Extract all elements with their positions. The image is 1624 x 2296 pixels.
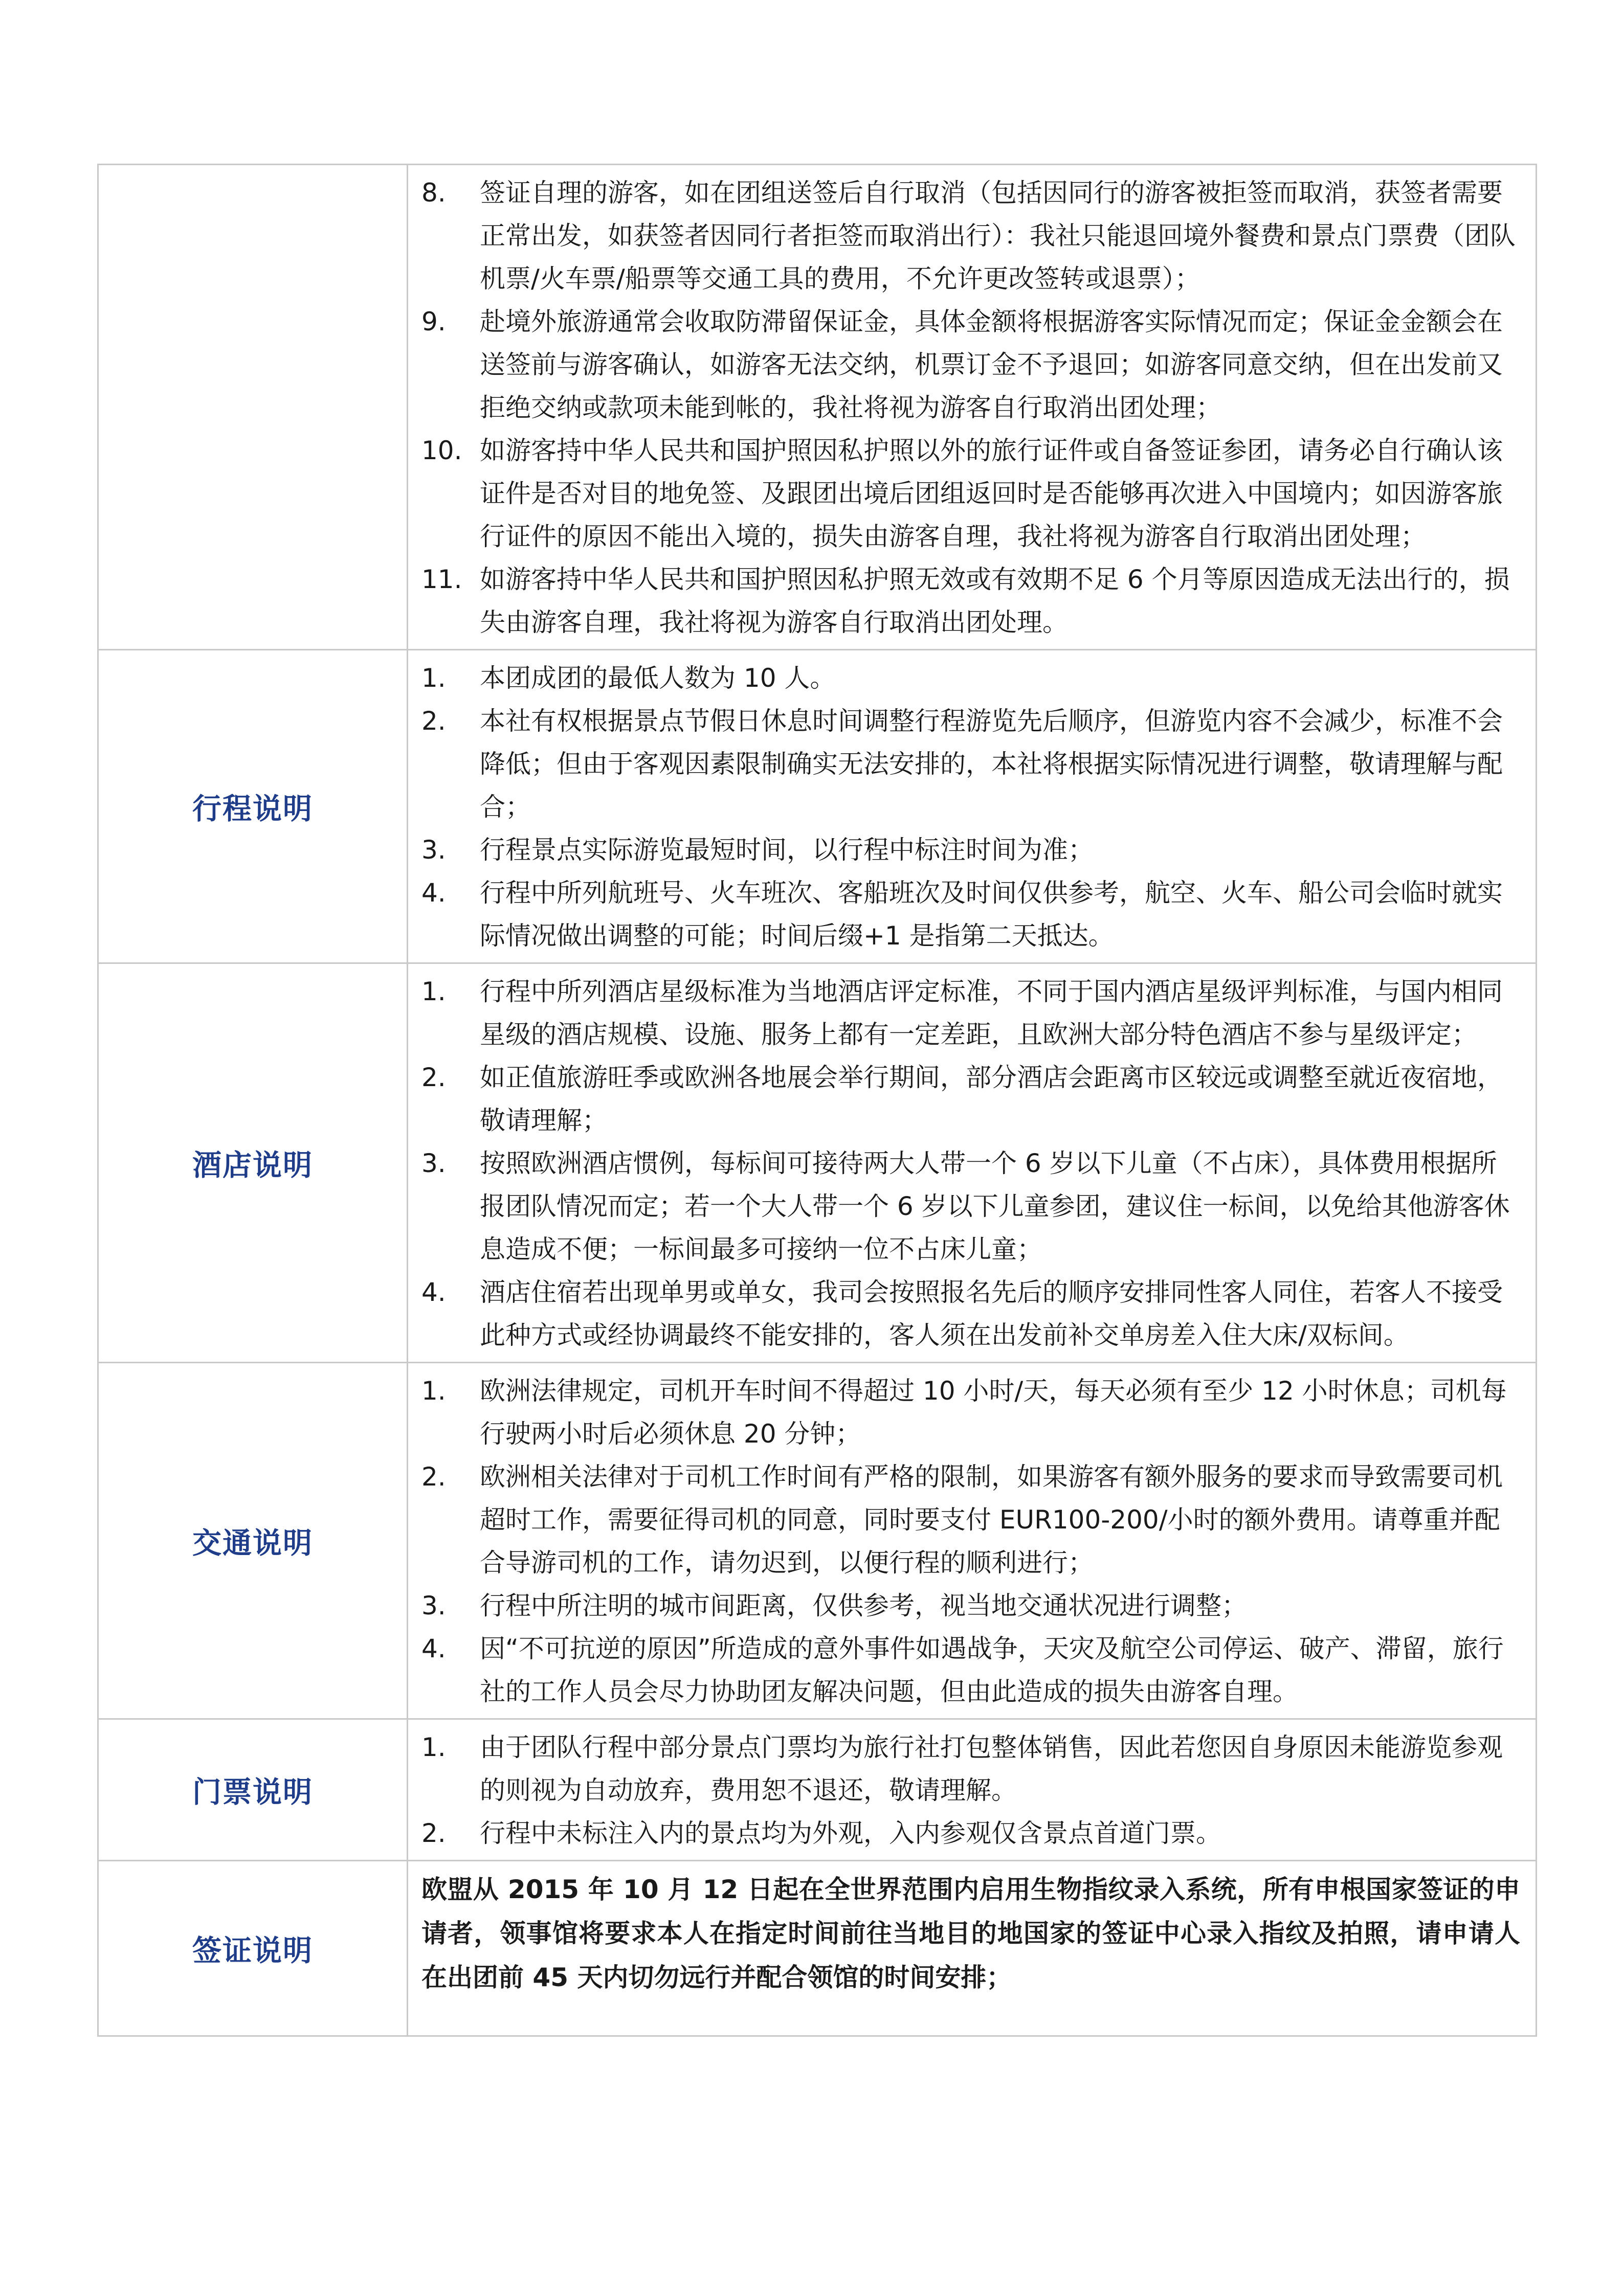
list-item	[421, 657, 1520, 700]
item-number: 3.	[421, 1149, 446, 1178]
list-item	[421, 1627, 1520, 1713]
section-row	[98, 165, 1537, 650]
list-item	[421, 429, 1520, 558]
item-number: 3.	[421, 835, 446, 865]
item-number: 8.	[421, 178, 446, 208]
item-list	[421, 657, 1520, 957]
item-number: 9.	[421, 307, 446, 336]
section-label-cell	[98, 1861, 408, 2036]
list-item	[421, 828, 1520, 871]
list-item	[421, 1584, 1520, 1627]
notes-table	[97, 164, 1537, 2037]
section-content	[408, 165, 1537, 650]
item-number: 1.	[421, 977, 446, 1006]
item-list	[421, 171, 1520, 644]
section-label-cell	[98, 165, 408, 650]
item-text: 如游客持中华人民共和国护照因私护照以外的旅行证件或自备签证参团，请务必自行确认该证件是否对目的地免签、及跟团出境后团组返回时是否能够再次进入中国境内；如因游客旅行证件的原因不能出入境的，损失由游客自理，我社将视为游客自行取消出团处理；	[480, 436, 1503, 551]
item-number: 2.	[421, 1063, 446, 1092]
list-item	[421, 171, 1520, 300]
item-number: 2.	[421, 1818, 446, 1848]
item-number: 2.	[421, 1462, 446, 1492]
item-text: 赴境外旅游通常会收取防滞留保证金，具体金额将根据游客实际情况而定；保证金金额会在送签前与游客确认，如游客无法交纳，机票订金不予退回；如游客同意交纳，但在出发前又拒绝交纳或款项未能到帐的，我社将视为游客自行取消出团处理；	[480, 307, 1503, 422]
section-label-cell	[98, 650, 408, 963]
item-text: 如正值旅游旺季或欧洲各地展会举行期间，部分酒店会距离市区较远或调整至就近夜宿地，敬请理解；	[480, 1063, 1503, 1135]
list-item	[421, 970, 1520, 1056]
section-row-transport	[98, 1363, 1537, 1719]
item-text: 按照欧洲酒店惯例，每标间可接待两大人带一个 6 岁以下儿童（不占床），具体费用根据所报团队情况而定；若一个大人带一个 6 岁以下儿童参团，建议住一标间，以免给其他游客休息造成不便；一标间最多可接纳一位不占床儿童；	[480, 1149, 1510, 1264]
list-item	[421, 1056, 1520, 1142]
item-text: 本团成团的最低人数为 10 人。	[480, 663, 836, 693]
section-label-itinerary: 行程说明	[192, 792, 313, 826]
section-label-cell	[98, 1363, 408, 1719]
list-item	[421, 1369, 1520, 1455]
item-number: 3.	[421, 1591, 446, 1620]
item-text: 酒店住宿若出现单男或单女，我司会按照报名先后的顺序安排同性客人同住，若客人不接受此种方式或经协调最终不能安排的，客人须在出发前补交单房差入住大床/双标间。	[480, 1277, 1503, 1350]
section-row-itinerary	[98, 650, 1537, 963]
section-content	[408, 1719, 1537, 1861]
section-content	[408, 963, 1537, 1363]
item-text: 本社有权根据景点节假日休息时间调整行程游览先后顺序，但游览内容不会减少，标准不会降低；但由于客观因素限制确实无法安排的，本社将根据实际情况进行调整，敬请理解与配合；	[480, 706, 1503, 822]
item-text: 行程中未标注入内的景点均为外观，入内参观仅含景点首道门票。	[480, 1818, 1221, 1848]
item-number: 11.	[421, 565, 462, 594]
item-number: 1.	[421, 663, 446, 693]
section-row-hotel	[98, 963, 1537, 1363]
section-label-hotel: 酒店说明	[192, 1149, 313, 1182]
list-item	[421, 1812, 1520, 1855]
item-list	[421, 1726, 1520, 1855]
section-label-cell	[98, 963, 408, 1363]
section-label-transport: 交通说明	[192, 1526, 313, 1560]
item-number: 4.	[421, 1634, 446, 1663]
section-content	[408, 1363, 1537, 1719]
list-item	[421, 700, 1520, 828]
visa-notice-text: 欧盟从 2015 年 10 月 12 日起在全世界范围内启用生物指纹录入系统，所有申根国家签证的申请者，领事馆将要求本人在指定时间前往当地目的地国家的签证中心录入指纹及拍照，请申请人在出团前 45 天内切勿远行并配合领馆的时间安排；	[421, 1875, 1520, 1992]
item-text: 欧洲相关法律对于司机工作时间有严格的限制，如果游客有额外服务的要求而导致需要司机超时工作，需要征得司机的同意，同时要支付 EUR100-200/小时的额外费用。请尊重并配合导游司机的工作，请勿迟到，以便行程的顺利进行；	[480, 1462, 1503, 1578]
list-item	[421, 871, 1520, 957]
item-text: 行程中所注明的城市间距离，仅供参考，视当地交通状况进行调整；	[480, 1591, 1247, 1620]
list-item	[421, 1726, 1520, 1812]
item-list	[421, 1369, 1520, 1713]
item-number: 4.	[421, 878, 446, 908]
list-item	[421, 1271, 1520, 1357]
list-item	[421, 1142, 1520, 1271]
item-text: 欧洲法律规定，司机开车时间不得超过 10 小时/天，每天必须有至少 12 小时休息；司机每行驶两小时后必须休息 20 分钟；	[480, 1376, 1507, 1449]
item-number: 1.	[421, 1732, 446, 1762]
item-text: 因“不可抗逆的原因”所造成的意外事件如遇战争，天灾及航空公司停运、破产、滞留，旅行社的工作人员会尽力协助团友解决问题，但由此造成的损失由游客自理。	[480, 1634, 1504, 1706]
section-label-cell	[98, 1719, 408, 1861]
item-text: 行程中所列航班号、火车班次、客船班次及时间仅供参考，航空、火车、船公司会临时就实际情况做出调整的可能；时间后缀+1 是指第二天抵达。	[480, 878, 1503, 951]
item-number: 10.	[421, 436, 462, 465]
list-item	[421, 1455, 1520, 1584]
section-label-tickets: 门票说明	[192, 1775, 313, 1809]
list-item	[421, 300, 1520, 429]
item-text: 行程景点实际游览最短时间，以行程中标注时间为准；	[480, 835, 1094, 865]
section-row-tickets	[98, 1719, 1537, 1861]
section-content	[408, 650, 1537, 963]
item-text: 签证自理的游客，如在团组送签后自行取消（包括因同行的游客被拒签而取消，获签者需要正常出发，如获签者因同行者拒签而取消出行）：我社只能退回境外餐费和景点门票费（团队机票/火车票/船票等交通工具的费用，不允许更改签转或退票）；	[480, 178, 1516, 294]
item-list	[421, 970, 1520, 1357]
item-number: 1.	[421, 1376, 446, 1406]
item-number: 2.	[421, 706, 446, 736]
item-text: 由于团队行程中部分景点门票均为旅行社打包整体销售，因此若您因自身原因未能游览参观的则视为自动放弃，费用恕不退还，敬请理解。	[480, 1732, 1503, 1805]
item-number: 4.	[421, 1277, 446, 1307]
section-label-visa: 签证说明	[192, 1934, 313, 1968]
list-item	[421, 558, 1520, 644]
section-content	[408, 1861, 1537, 2036]
item-text: 行程中所列酒店星级标准为当地酒店评定标准，不同于国内酒店星级评判标准，与国内相同星级的酒店规模、设施、服务上都有一定差距，且欧洲大部分特色酒店不参与星级评定；	[480, 977, 1503, 1049]
item-text: 如游客持中华人民共和国护照因私护照无效或有效期不足 6 个月等原因造成无法出行的，损失由游客自理，我社将视为游客自行取消出团处理。	[480, 565, 1510, 637]
section-row-visa	[98, 1861, 1537, 2036]
